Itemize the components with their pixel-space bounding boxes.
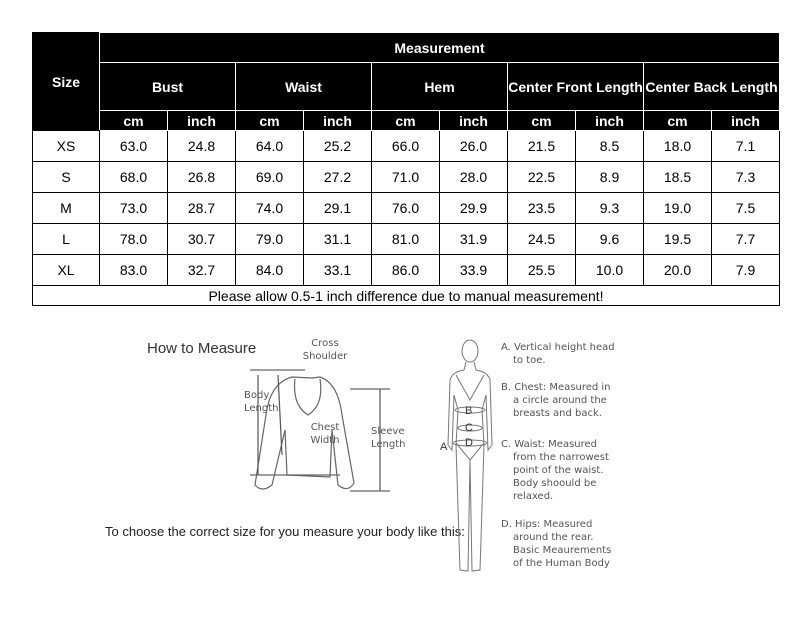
- size-chart-table: [32, 32, 780, 306]
- size-cell: XL: [33, 255, 100, 286]
- value-cell: 29.9: [440, 193, 508, 224]
- value-cell: 9.3: [576, 193, 644, 224]
- table-row: [33, 255, 780, 286]
- label-a: A: [440, 441, 448, 453]
- value-cell: 81.0: [372, 224, 440, 255]
- measurement-note: Please allow 0.5-1 inch difference due to manual measurement!: [33, 286, 780, 306]
- value-cell: 31.1: [304, 224, 372, 255]
- group-header: Center Front Length: [508, 63, 644, 111]
- sleeve-length-label: Sleeve Length: [371, 426, 406, 450]
- value-cell: 8.5: [576, 131, 644, 162]
- value-cell: 63.0: [100, 131, 168, 162]
- value-cell: 9.6: [576, 224, 644, 255]
- value-cell: 7.7: [712, 224, 780, 255]
- table-row: [33, 131, 780, 162]
- group-header: Hem: [372, 63, 508, 111]
- unit-header: inch: [576, 111, 644, 131]
- size-cell: L: [33, 224, 100, 255]
- value-cell: 69.0: [236, 162, 304, 193]
- value-cell: 23.5: [508, 193, 576, 224]
- value-cell: 68.0: [100, 162, 168, 193]
- table-row: [33, 224, 780, 255]
- value-cell: 30.7: [168, 224, 236, 255]
- label-b: B: [465, 405, 473, 417]
- value-cell: 83.0: [100, 255, 168, 286]
- value-cell: 26.0: [440, 131, 508, 162]
- value-cell: 7.1: [712, 131, 780, 162]
- value-cell: 8.9: [576, 162, 644, 193]
- value-cell: 19.5: [644, 224, 712, 255]
- value-cell: 32.7: [168, 255, 236, 286]
- value-cell: 26.8: [168, 162, 236, 193]
- unit-header: cm: [508, 111, 576, 131]
- value-cell: 33.1: [304, 255, 372, 286]
- value-cell: 64.0: [236, 131, 304, 162]
- body-note: B. Chest: Measured in a circle around the breasts and back.: [501, 382, 611, 419]
- value-cell: 33.9: [440, 255, 508, 286]
- value-cell: 25.5: [508, 255, 576, 286]
- size-cell: S: [33, 162, 100, 193]
- value-cell: 79.0: [236, 224, 304, 255]
- body-note: C. Waist: Measured from the narrowest point of the waist. Body shoould be relaxed.: [501, 439, 609, 502]
- body-length-label: Body Length: [244, 390, 279, 414]
- unit-header: inch: [440, 111, 508, 131]
- value-cell: 78.0: [100, 224, 168, 255]
- unit-header: cm: [644, 111, 712, 131]
- table-row: [33, 162, 780, 193]
- how-to-measure-title: How to Measure: [147, 340, 257, 357]
- value-cell: 24.8: [168, 131, 236, 162]
- group-header: Center Back Length: [644, 63, 780, 111]
- unit-header: cm: [372, 111, 440, 131]
- measurement-header: Measurement: [100, 33, 780, 63]
- body-note: D. Hips: Measured around the rear. Basic Meaurements of the Human Body: [501, 519, 612, 569]
- value-cell: 76.0: [372, 193, 440, 224]
- value-cell: 86.0: [372, 255, 440, 286]
- value-cell: 84.0: [236, 255, 304, 286]
- value-cell: 19.0: [644, 193, 712, 224]
- size-cell: XS: [33, 131, 100, 162]
- unit-header: inch: [712, 111, 780, 131]
- size-header: Size: [33, 33, 100, 131]
- unit-header: inch: [168, 111, 236, 131]
- unit-header: cm: [100, 111, 168, 131]
- value-cell: 29.1: [304, 193, 372, 224]
- unit-header: inch: [304, 111, 372, 131]
- sweater-diagram: [230, 355, 390, 495]
- label-d: D: [465, 437, 473, 449]
- value-cell: 28.7: [168, 193, 236, 224]
- value-cell: 7.9: [712, 255, 780, 286]
- instruction-text: To choose the correct size for you measure your body like this:: [105, 524, 465, 539]
- value-cell: 73.0: [100, 193, 168, 224]
- label-c: C: [465, 422, 473, 434]
- value-cell: 22.5: [508, 162, 576, 193]
- group-header: Waist: [236, 63, 372, 111]
- human-body-diagram: [440, 335, 510, 580]
- value-cell: 71.0: [372, 162, 440, 193]
- value-cell: 31.9: [440, 224, 508, 255]
- value-cell: 18.0: [644, 131, 712, 162]
- value-cell: 7.3: [712, 162, 780, 193]
- value-cell: 21.5: [508, 131, 576, 162]
- value-cell: 24.5: [508, 224, 576, 255]
- cross-shoulder-label: Cross Shoulder: [302, 338, 348, 362]
- value-cell: 28.0: [440, 162, 508, 193]
- group-header: Bust: [100, 63, 236, 111]
- size-cell: M: [33, 193, 100, 224]
- body-note: A. Vertical height head to toe.: [501, 342, 615, 366]
- value-cell: 18.5: [644, 162, 712, 193]
- chest-width-label: Chest Width: [310, 422, 340, 446]
- value-cell: 66.0: [372, 131, 440, 162]
- value-cell: 7.5: [712, 193, 780, 224]
- value-cell: 74.0: [236, 193, 304, 224]
- unit-header: cm: [236, 111, 304, 131]
- value-cell: 10.0: [576, 255, 644, 286]
- value-cell: 20.0: [644, 255, 712, 286]
- value-cell: 25.2: [304, 131, 372, 162]
- value-cell: 27.2: [304, 162, 372, 193]
- table-row: [33, 193, 780, 224]
